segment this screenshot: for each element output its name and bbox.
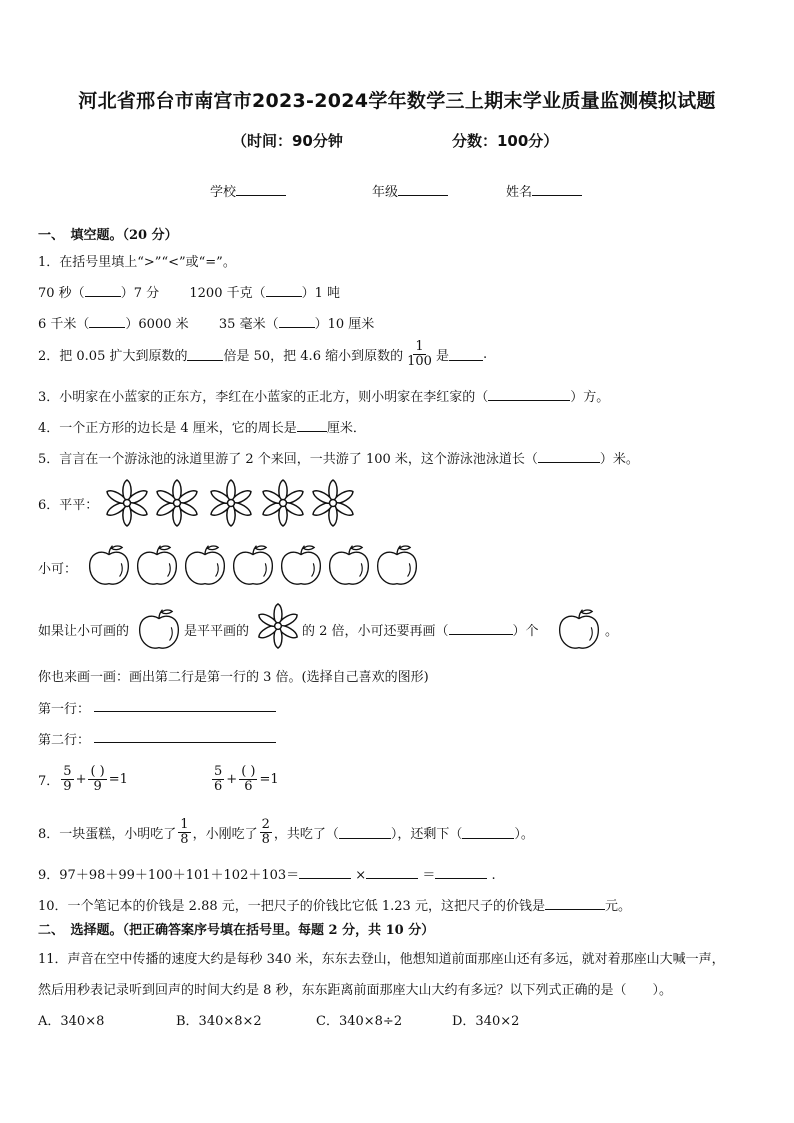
q7-part1: 7． $\frac{5}{9}$ + $\frac{( )}{9}$ =1	[38, 764, 128, 794]
section-2-heading: 二、 选择题。（把正确答案序号填在括号里。每题 2 分，共 10 分）	[38, 923, 435, 938]
apple-icon	[86, 544, 132, 588]
flower-icon	[102, 478, 152, 528]
q11-option-d[interactable]: D．340×2	[452, 1014, 520, 1029]
grade-label: 年级	[372, 185, 399, 200]
apple-icon	[136, 608, 182, 652]
flower-icon	[206, 478, 256, 528]
q6-ask-part3: 的 2 倍，小可还要再画（ ）个	[302, 624, 539, 639]
q6-ask-part5: 。	[605, 624, 619, 639]
apple-icon	[326, 544, 372, 588]
q6-row1-label: 第一行：	[38, 702, 91, 717]
flower-icon	[258, 478, 308, 528]
apple-icon	[374, 544, 420, 588]
apple-icon	[230, 544, 276, 588]
q6-label-xiaoke: 小可：	[38, 562, 78, 577]
q6-ask-part2: 是平平画的	[184, 624, 250, 639]
q11-line2: 然后用秒表记录听到回声的时间大约是 8 秒，东东距离前面那座大山大约有多远？以下列式正确的是（ ）。	[38, 983, 673, 998]
q11-line1: 11．声音在空中传播的速度大约是每秒 340 米，东东去登山，他想知道前面那座山还有多远，就对着那座山大喊一声，	[38, 952, 725, 967]
q6-label-pingping: 6．平平：	[38, 498, 99, 513]
q8: 8．一块蛋糕，小明吃了 $\frac{1}{8}$ ，小刚吃了 $\frac{2}{8}$ ，共吃了（ ），还剩下（ ）。	[38, 817, 534, 847]
flower-icon	[254, 602, 302, 650]
q6-ask-part1: 如果让小可画的	[38, 624, 130, 639]
q11-option-b[interactable]: B．340×8×2	[176, 1014, 262, 1029]
exam-score: 分数：100分）	[452, 132, 559, 150]
section-1-heading: 一、 填空题。（20 分）	[38, 228, 178, 243]
q6-draw-instruction: 你也来画一画：画出第二行是第一行的 3 倍。(选择自己喜欢的图形)	[38, 670, 429, 685]
q6-row1-answer-line[interactable]	[94, 711, 276, 712]
q1-text: 1．在括号里填上“>”“<”或“=”。	[38, 255, 236, 270]
q11-option-a[interactable]: A．340×8	[38, 1014, 105, 1029]
grade-field[interactable]	[372, 181, 448, 200]
flower-icon	[308, 478, 358, 528]
q1-row1: 70 秒（ ）7 分 1200 千克（ ）1 吨	[38, 286, 340, 301]
exam-time: （时间：90分钟	[232, 132, 343, 150]
q10: 10．一个笔记本的价钱是 2.88 元，一把尺子的价钱比它低 1.23 元，这把尺子的价钱是 元。	[38, 899, 631, 914]
q3: 3．小明家在小蓝家的正东方，李红在小蓝家的正北方，则小明家在李红家的（ ）方。	[38, 390, 610, 405]
q6-row2-label: 第二行：	[38, 733, 91, 748]
q7-part2: $\frac{5}{6}$ + $\frac{( )}{6}$ =1	[214, 764, 279, 794]
flower-icon	[152, 478, 202, 528]
name-field[interactable]	[506, 181, 582, 200]
q6-row2-answer-line[interactable]	[94, 742, 276, 743]
apple-icon	[556, 608, 602, 652]
apple-icon	[134, 544, 180, 588]
apple-icon	[182, 544, 228, 588]
q11-option-c[interactable]: C．340×8÷2	[316, 1014, 403, 1029]
school-field[interactable]	[210, 181, 286, 200]
apple-icon	[278, 544, 324, 588]
q2: 2．把 0.05 扩大到原数的 倍是 50，把 4.6 缩小到原数的 $\frac{1}{100}$ 是 .	[38, 339, 488, 369]
page-title: 河北省邢台市南宫市2023-2024学年数学三上期末学业质量监测模拟试题	[78, 90, 716, 112]
q5: 5．言言在一个游泳池的泳道里游了 2 个来回，一共游了 100 米，这个游泳池泳道长（ ）米。	[38, 452, 639, 467]
q4: 4．一个正方形的边长是 4 厘米，它的周长是 厘米．	[38, 421, 366, 436]
school-label: 学校	[210, 185, 237, 200]
q9: 9．97＋98＋99＋100＋101＋102＋103＝ × ＝ .	[38, 868, 496, 883]
q2-fraction: $\frac{1}{100}$	[407, 339, 432, 369]
name-label: 姓名	[506, 185, 533, 200]
q1-row2: 6 千米（ ）6000 米 35 毫米（ ）10 厘米	[38, 317, 375, 332]
